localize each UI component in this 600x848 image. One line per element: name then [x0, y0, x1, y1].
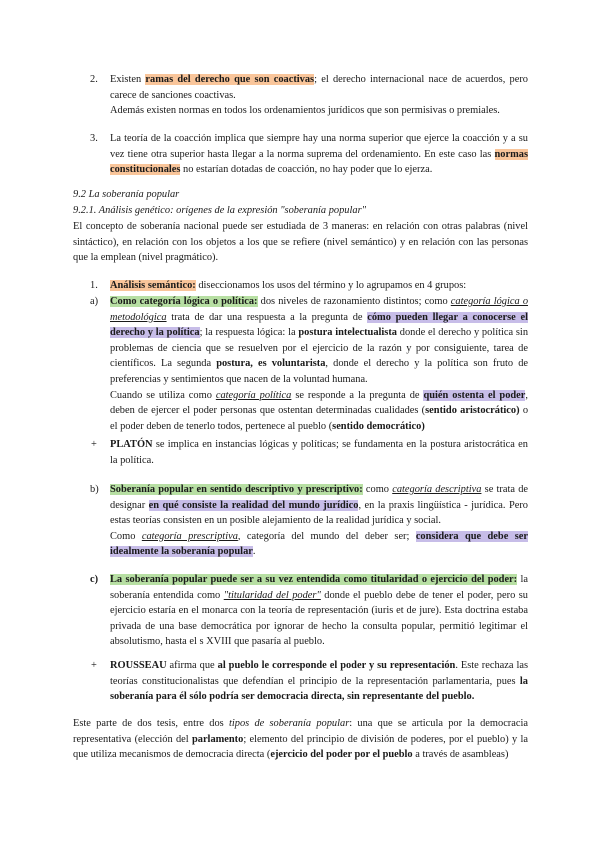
paragraph: Como categoría lógica o política: dos niveles de razonamiento distintos; como categoría lógica o metodológica trata de dar una respuesta a la pregunta de cómo pueden llegar a conocerse el derecho y la política; la respuesta lógica: la postura intelectualista donde el derecho y política sin problemas de ciencia que se resuelven por el ejercicio de la razón y por consiguiente, tarea de científicos. La segunda postura, es voluntarista, donde el derecho y la política son fruto de preferencias y sentimientos que nacen de la voluntad humana. — [110, 296, 529, 385]
paragraph: La soberanía popular puede ser a su vez entendida como titularidad o ejercicio del poder: la soberanía entendida como "titularidad del poder" donde el pueblo debe de tener el poder, pero su ejercicio estaría en el monarca con la teoría de representación (iuris et de jure). Esta doctrina estaba privada de una base democrática por ignorar de hecho la consulta popular, permitió legitimar el absolutismo, hasta el s XVIII que pasaría al pueblo. — [110, 574, 528, 648]
list-marker: + — [91, 439, 97, 450]
paragraph: Además existen normas en todos los ordenamientos jurídicos que son permisivas o premiales. — [110, 105, 500, 117]
highlight: ramas del derecho que son coactivas — [145, 74, 315, 85]
highlight: La soberanía popular puede ser a su vez entendida como titularidad o ejercicio del poder: — [110, 574, 518, 585]
highlight: normas constitucionales — [110, 148, 528, 176]
plato-item: PLATÓN se implica en instancias lógicas y políticas; se fundamenta en la postura aristocrática en la política. — [110, 439, 528, 466]
list-number: 2. — [90, 74, 98, 85]
list-item-2 — [110, 72, 528, 119]
paragraph: Como categoría prescriptiva, categoría del mundo del deber ser; considera que debe ser idealmente la soberanía popular. — [110, 530, 528, 558]
paragraph: Cuando se utiliza como categoría política se responde a la pregunta de quién ostenta el poder, deben de ejercer el poder personas que ostentan determinadas cualidades (sentido aristocrático) o el poder deben de tenerlo todos, pertenece al pueblo (sentido democrático) — [110, 389, 529, 432]
list-marker: a) — [90, 296, 99, 307]
list-marker: + — [91, 660, 97, 671]
list-number: 3. — [90, 133, 98, 144]
paragraph: Existen ramas del derecho que son coactivas; el derecho internacional nace de acuerdos, pero carece de sanciones coactivas. — [110, 74, 529, 101]
list-number: 1. — [90, 280, 98, 291]
highlight: considera que debe ser idealmente la soberanía popular — [110, 530, 528, 558]
list-marker: b) — [90, 484, 99, 495]
list-item-3 — [110, 131, 528, 178]
rousseau-item: ROUSSEAU afirma que al pueblo le corresponde el poder y su representación. Este rechaza las teorías constitucionalistas que defendían el principio de la representación parlamentaria, pues la soberanía para él sólo podría ser democracia directa, sin representante del pueblo. — [110, 660, 528, 703]
highlight: Como categoría lógica o política: — [110, 296, 258, 307]
highlight: Soberanía popular en sentido descriptivo y prescriptivo: — [110, 484, 363, 495]
item-b — [110, 482, 528, 560]
section-heading: 9.2 La soberanía popular — [73, 189, 180, 200]
paragraph: La teoría de la coacción implica que siempre hay una norma superior que ejerce la coacción y a su vez tiene otra superior hasta llegar a la norma suprema del ordenamiento. En este caso las normas constitucionales no estarían dotadas de coacción, no hay poder que lo ejerza. — [110, 133, 528, 176]
list-marker: c) — [90, 574, 99, 585]
highlight: cómo pueden llegar a conocerse el derecho y la política — [110, 311, 528, 339]
highlight: en qué consiste la realidad del mundo jurídico — [148, 499, 359, 511]
paragraph: Soberanía popular en sentido descriptivo y prescriptivo: como categoría descriptiva se trata de designar en qué consiste la realidad del mundo jurídico, en la praxis lingüística - jurídica. Pero estas teorías consisten en un posible alejamiento de la realidad jurídica y social. — [110, 484, 528, 527]
highlight: quién ostenta el poder — [423, 389, 526, 401]
intro-paragraph: El concepto de soberanía nacional puede ser estudiada de 3 maneras: en relación con otras palabras (nivel sintáctico), en relación con los objetos a los que se refiere (nivel semántico) y en relación con las personas que la emplean (nivel pragmático). — [73, 221, 528, 264]
semantic-item: Análisis semántico: diseccionamos los usos del término y lo agrupamos en 4 grupos: — [110, 280, 467, 291]
subsection-heading: 9.2.1. Análisis genético: orígenes de la expresión "soberanía popular" — [73, 205, 366, 216]
highlight: Análisis semántico: — [110, 280, 196, 291]
item-a — [110, 294, 528, 434]
closing-paragraph: Este parte de dos tesis, entre dos tipos de soberanía popular: una que se articula por la democracia representativa (elección del parlamento; elemento del principio de división de poderes, por el pueblo) y la que utiliza mecanismos de democracia directa (ejercicio del poder por el pueblo a través de asambleas) — [73, 718, 528, 761]
item-c — [110, 572, 528, 650]
